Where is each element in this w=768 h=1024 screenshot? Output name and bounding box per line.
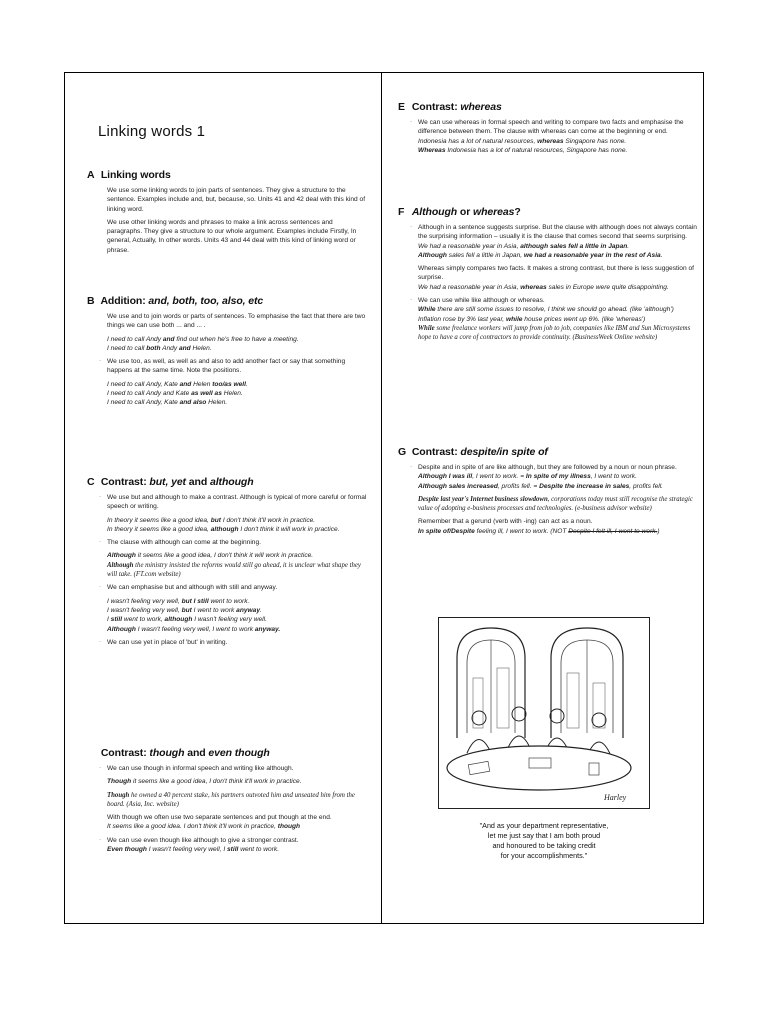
caption-line: and honoured to be taking credit: [492, 841, 596, 850]
example-sentence: Although I wasn't feeling very well, I went to work anyway.: [107, 625, 281, 633]
paragraph: · We can use though in informal speech and writing like although.: [107, 764, 367, 773]
section-title: Contrast:: [411, 101, 461, 113]
section-title-italic: and, both, too, also, etc: [148, 295, 264, 307]
section-a-heading: [87, 169, 367, 181]
example-sentence: I need to call Andy and find out when he's free to have a meeting.: [107, 335, 299, 343]
section-title: Contrast:: [100, 747, 150, 759]
paragraph: · We can use whereas in formal speech and writing to compare two facts and emphasise the difference between them. The clause with whereas can come at the beginning or end.: [418, 118, 698, 137]
section-e: [398, 101, 698, 159]
textbook-spread: [64, 72, 704, 924]
paragraph: · We use but and although to make a contrast. Although is typical of more careful or formal speech or writing.: [107, 493, 367, 512]
caption-line: for your accomplishments.": [500, 851, 588, 860]
section-f: [398, 206, 698, 347]
page-divider: [381, 73, 382, 923]
paragraph: · We use too, as well, as well as and also to add another fact or say that something happens at the same time. Note the positions.: [107, 357, 367, 376]
example-sentence: Indonesia has a lot of natural resources, whereas Singapore has none.: [418, 137, 627, 145]
section-f-heading: F Although or whereas?: [398, 206, 521, 218]
paragraph: With though we often use two separate sentences and put though at the end.: [107, 814, 332, 822]
section-a: [87, 169, 367, 259]
section-title: Contrast:: [100, 476, 150, 488]
paragraph: We use other linking words and phrases to make a link across sentences and paragraphs. They give a structure to our whole argument. Examples include Firstly, In general, Actually, In other words. Units 43 and 44 deal with this kind of linking word or phrase.: [107, 218, 357, 254]
example-sentence: In theory it seems like a good idea, but I don't think it'll work in practice.: [107, 516, 316, 524]
example-sentence: Although sales fell a little in Japan, we had a reasonable year in the rest of Asia.: [418, 251, 663, 259]
newspaper-quote: Though he owned a 40 percent stake, his partners outvoted him and unseated him from the board. (Asia, Inc. website): [107, 791, 355, 808]
paragraph: · Despite and in spite of are like although, but they are followed by a noun or noun phrase.: [418, 463, 698, 472]
newspaper-quote: While some freelance workers will jump from job to job, companies like IBM and Sun Microsystems hope to have a core of contractors to provide continuity. (BusinessWeek Online website): [418, 324, 691, 342]
example-sentence: In theory it seems like a good idea, although I don't think it will work in practice.: [107, 525, 340, 533]
section-b: [87, 295, 367, 408]
example-sentence: We had a reasonable year in Asia, whereas sales in Europe were quite disappointing.: [418, 283, 669, 291]
paragraph: We use some linking words to join parts of sentences. They give a structure to the sentence. Examples include and, but, because, so. Units 41 and 42 deal with this kind of linking word.: [107, 187, 366, 213]
example-sentence: Although I was ill, I went to work. = In spite of my illness, I went to work.: [418, 473, 637, 481]
section-letter: C: [87, 476, 95, 488]
left-page: [87, 73, 367, 923]
example-sentence: I need to call Andy and Kate as well as Helen.: [107, 390, 243, 398]
example-sentence: Whereas Indonesia has a lot of natural resources, Singapore has none.: [418, 146, 628, 154]
section-letter: G: [398, 446, 407, 458]
example-sentence: I still went to work, although I wasn't feeling very well.: [107, 616, 267, 624]
cartoonist-signature: Harley: [604, 793, 627, 802]
section-d-heading: Contrast: though and even though: [100, 747, 270, 759]
example-sentence: I wasn't feeling very well, but I still went to work.: [107, 597, 250, 605]
section-g-heading: G Contrast: despite/in spite of: [398, 446, 548, 458]
paragraph: · We can use even though like although to give a stronger contrast.: [107, 836, 367, 845]
caption-line: let me just say that I am both proud: [487, 831, 601, 840]
paragraph: · We can use while like although or whereas.: [418, 296, 698, 305]
section-b-heading: [87, 295, 367, 307]
example-sentence: Inflation rose by 3% last year, while house prices went up 6%. (like 'whereas'): [418, 315, 646, 323]
example-sentence: Although it seems like a good idea, I don't think it will work in practice.: [107, 552, 314, 560]
section-e-heading: E Contrast: whereas: [398, 101, 502, 113]
newspaper-quote: Despite last year's Internet business slowdown, corporations today must still recognise the strategic value of adopting e-business processes and technologies. (e-business advisor website): [418, 495, 693, 513]
example-sentence: I need to call Andy, Kate and Helen too/as well.: [107, 380, 248, 388]
example-sentence: Even though I wasn't feeling very well, I still went to work.: [107, 846, 280, 854]
section-g: [398, 446, 698, 540]
meeting-room-drawing: [439, 618, 649, 808]
example-sentence: It seems like a good idea. I don't think it'll work in practice, though: [107, 823, 301, 831]
example-sentence: In spite of/Despite feeling ill, I went to work. (NOT Despite I felt ill, I went to work.): [418, 527, 660, 535]
newspaper-quote: Although the ministry insisted the reforms would still go ahead, it is unclear what shape they will take. (FT.com website): [107, 561, 361, 579]
right-page: [398, 73, 698, 923]
cartoon-illustration: [438, 617, 650, 809]
paragraph: · We can use yet in place of 'but' in writing.: [107, 638, 367, 647]
section-title: Addition:: [100, 295, 149, 307]
example-sentence: I need to call both Andy and Helen.: [107, 344, 212, 352]
section-c-heading: C Contrast: but, yet and although: [87, 476, 254, 488]
example-sentence: We had a reasonable year in Asia, although sales fell a little in Japan.: [418, 242, 630, 250]
section-title: Contrast:: [411, 446, 461, 458]
paragraph: · We can emphasise but and although with still and anyway.: [107, 583, 367, 592]
example-sentence: Though it seems like a good idea, I don't think it'll work in practice.: [107, 778, 302, 786]
section-letter: E: [398, 101, 405, 113]
page-title: Linking words 1: [98, 123, 206, 140]
section-letter: A: [87, 169, 95, 181]
example-sentence: I wasn't feeling very well, but I went to work anyway.: [107, 606, 262, 614]
paragraph: · The clause with although can come at the beginning.: [107, 538, 367, 547]
paragraph: · Although in a sentence suggests surprise. But the clause with although does not always contain the surprising information – usually it is the clause that comes second that seems surprising.: [418, 223, 698, 242]
section-c: [87, 476, 367, 651]
section-letter: F: [398, 206, 405, 218]
paragraph: Whereas simply compares two facts. It makes a strong contrast, but there is less suggestion of surprise.: [418, 265, 694, 282]
section-title: Linking words: [100, 169, 171, 181]
caption-line: "And as your department representative,: [479, 821, 609, 830]
example-sentence: Although sales increased, profits fell. = Despite the increase in sales, profits fell.: [418, 482, 664, 490]
paragraph: Remember that a gerund (verb with -ing) can act as a noun.: [418, 518, 593, 526]
section-letter: B: [87, 295, 95, 307]
example-sentence: I need to call Andy, Kate and also Helen.: [107, 399, 228, 407]
cartoon-caption: [438, 821, 650, 861]
section-d: [87, 747, 367, 858]
paragraph: We use and to join words or parts of sentences. To emphasise the fact that there are two things we can use both ... and ... .: [107, 313, 366, 330]
example-sentence: While there are still some issues to resolve, I think we should go ahead. (like 'although'): [418, 306, 674, 314]
